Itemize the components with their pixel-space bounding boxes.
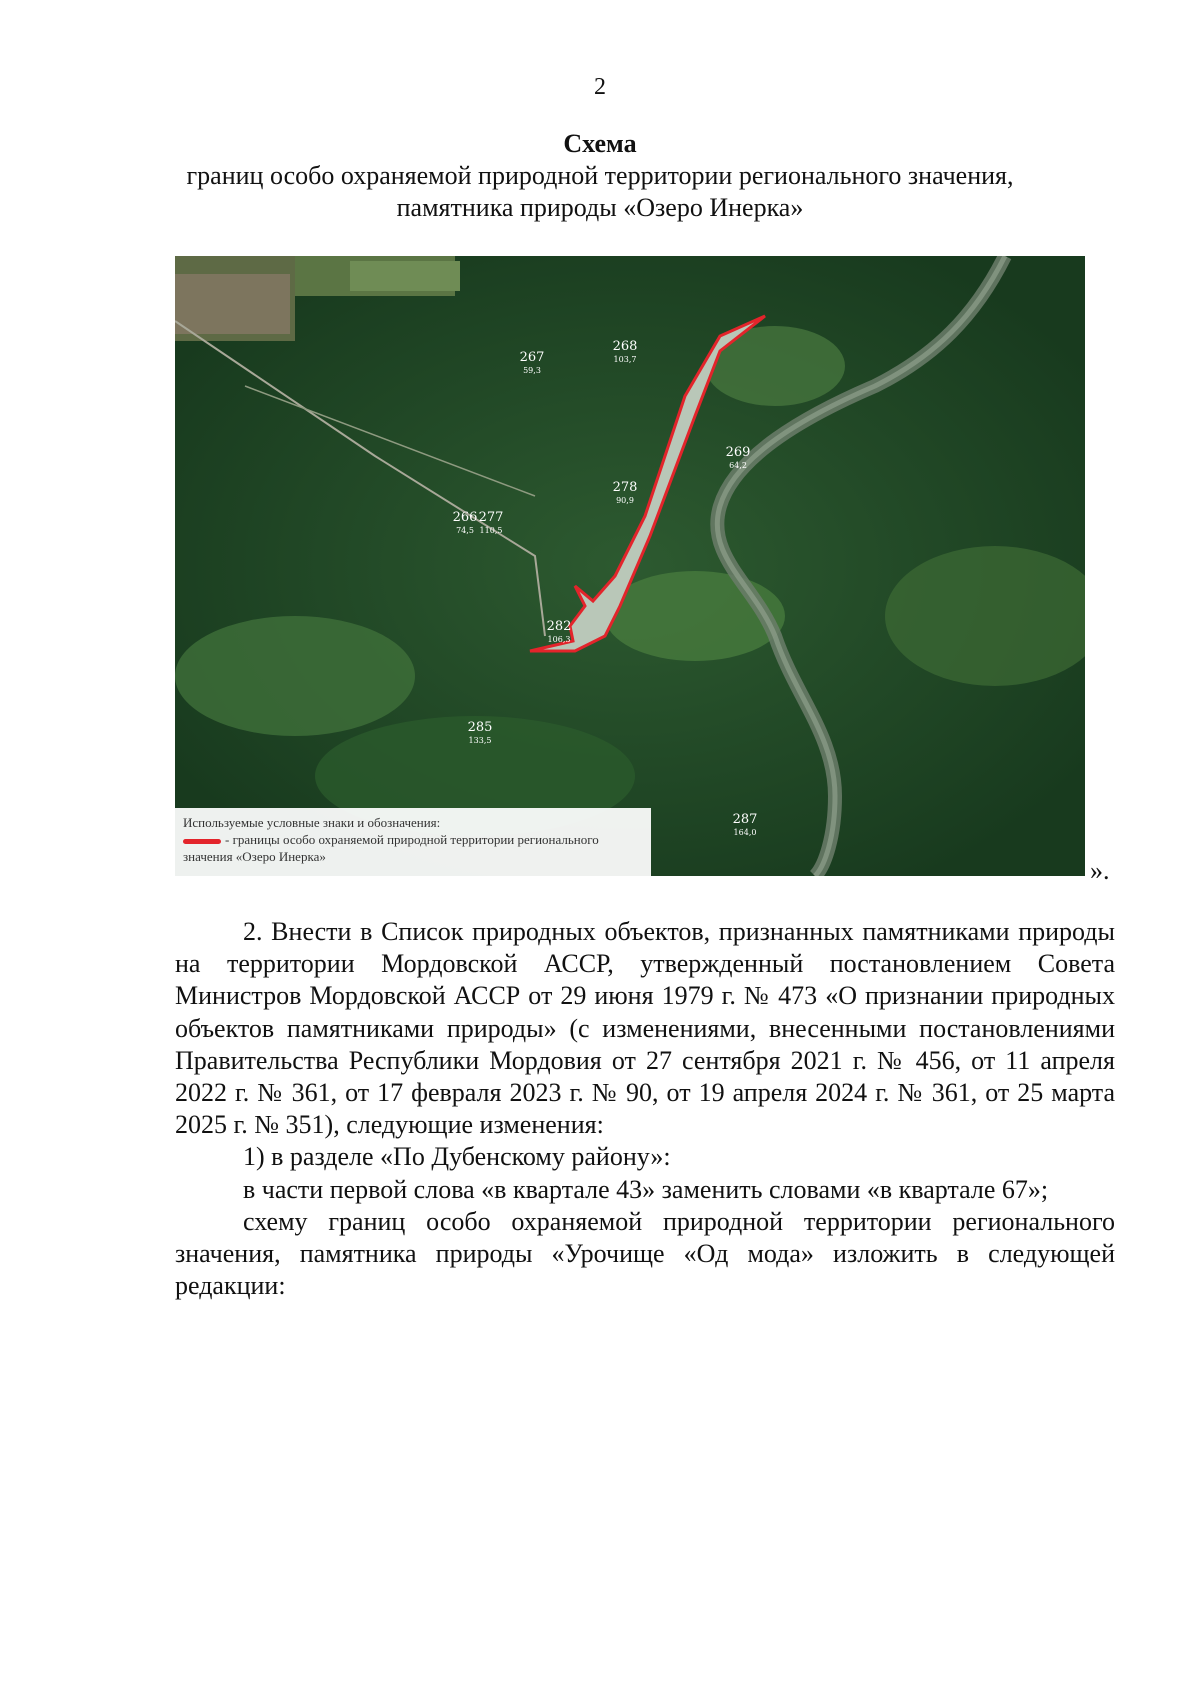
field-patch — [175, 274, 290, 334]
svg-text:106,3: 106,3 — [547, 635, 571, 644]
svg-text:269: 269 — [725, 445, 751, 460]
boundary-line-swatch — [183, 839, 221, 844]
quarter-278 — [613, 480, 638, 505]
document-title: Схема — [563, 129, 637, 158]
paragraph-amendment: 2. Внести в Список природных объектов, признанных памятниками природы на территории Мордовской АССР, утвержденный постановлением Совета Министров Мордовской АССР от 29 июня 1979 г. № 473 «О признании природных объектов памятниками природы» (с изменениями, внесенными постановлениями Правительства Республики Мордовия от 27 сентября 2021 г. № 456, от 11 апреля 2022 г. № 361, от 17 февраля 2023 г. № 90, от 19 апреля 2024 г. № 361, от 25 марта 2025 г. № 351), следующие изменения: — [175, 917, 1115, 1140]
body-text — [175, 916, 1115, 1302]
svg-text:266: 266 — [452, 510, 478, 525]
svg-text:287: 287 — [732, 812, 758, 827]
svg-text:90,9: 90,9 — [616, 496, 634, 505]
map-image — [175, 256, 1085, 876]
svg-text:268: 268 — [612, 339, 638, 354]
svg-text:267: 267 — [519, 350, 545, 365]
svg-text:278: 278 — [612, 480, 638, 495]
legend-item-text: - границы особо охраняемой природной территории регионального — [225, 832, 599, 847]
svg-text:110,5: 110,5 — [479, 526, 503, 535]
legend-heading: Используемые условные знаки и обозначения: — [183, 815, 441, 830]
legend-item — [183, 831, 643, 848]
meadow — [175, 616, 415, 736]
svg-text:103,7: 103,7 — [613, 355, 637, 364]
svg-text:74,5: 74,5 — [456, 526, 474, 535]
svg-text:282: 282 — [546, 619, 572, 634]
closing-quote: ». — [1090, 856, 1110, 885]
satellite-map — [175, 256, 1085, 876]
page-number: 2 — [594, 74, 606, 100]
paragraph-section: 1) в разделе «По Дубенскому району»: — [243, 1142, 671, 1172]
quarter-287 — [733, 812, 758, 837]
quarter-266 — [453, 510, 478, 535]
quarter-267 — [520, 350, 545, 375]
svg-text:133,5: 133,5 — [468, 736, 492, 745]
map-legend — [175, 808, 651, 876]
subtitle-line-1: границ особо охраняемой природной территории регионального значения, — [186, 161, 1014, 190]
quarter-282 — [547, 619, 572, 644]
svg-text:285: 285 — [467, 720, 493, 735]
svg-text:277: 277 — [478, 510, 504, 525]
svg-text:59,3: 59,3 — [523, 366, 541, 375]
svg-text:64,2: 64,2 — [729, 461, 747, 470]
paragraph-replace: в части первой слова «в квартале 43» заменить словами «в квартале 67»; — [243, 1174, 1049, 1204]
svg-text:164,0: 164,0 — [733, 828, 757, 837]
quarter-269 — [726, 445, 751, 470]
quarter-277 — [479, 510, 504, 535]
paragraph-scheme: схему границ особо охраняемой природной территории регионального значения, памятника природы «Урочище «Од мода» изложить в следующей редакции: — [175, 1206, 1115, 1301]
subtitle-line-2: памятника природы «Озеро Инерка» — [396, 193, 804, 222]
quarter-268 — [613, 339, 638, 364]
field-patch — [350, 261, 460, 291]
quarter-285 — [468, 720, 493, 745]
title-block — [100, 128, 1100, 224]
legend-item-text-2: значения «Озеро Инерка» — [183, 849, 326, 864]
